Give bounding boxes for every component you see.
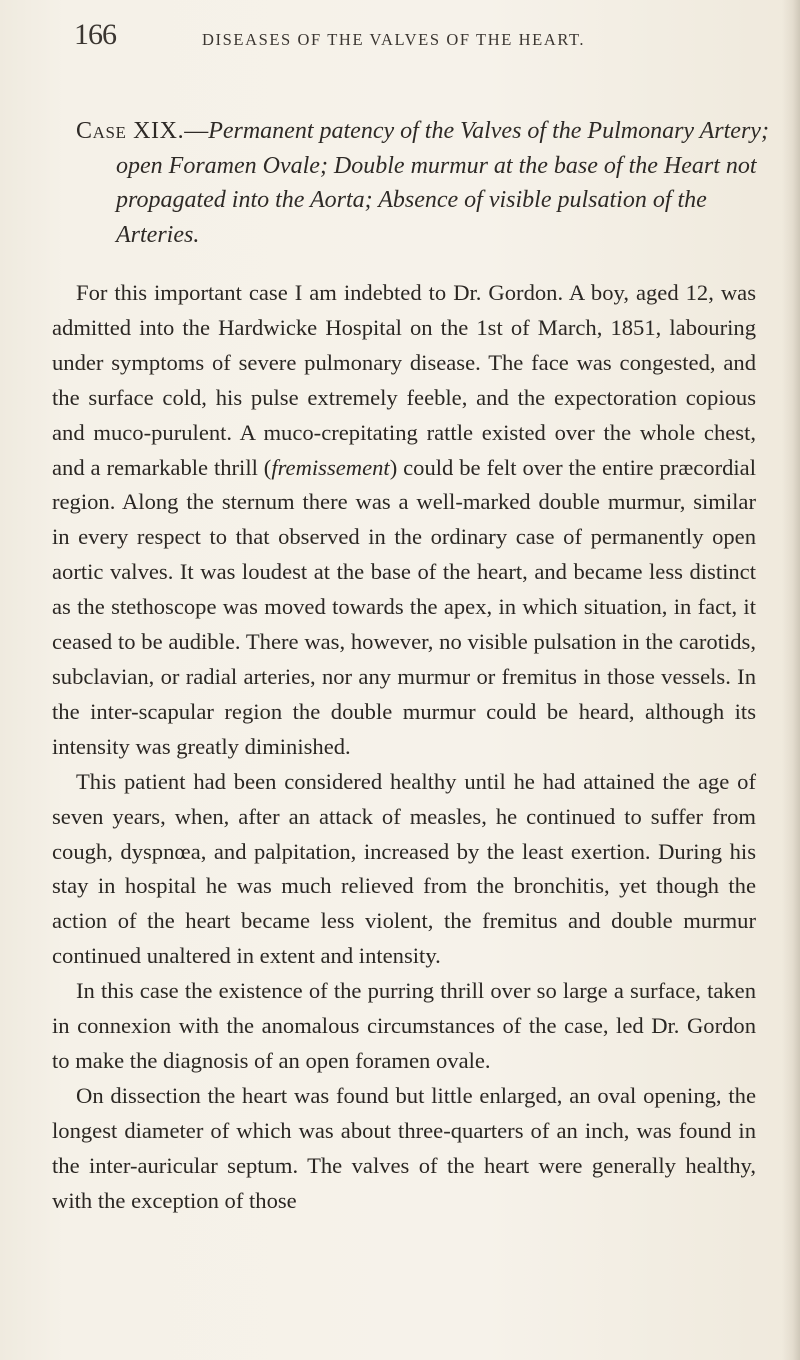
case-dash: — — [184, 118, 209, 144]
paragraph-4: On dissection the heart was found but little enlarged, an oval opening, the longest diameter of which was about three-quarters of an inch, was found in the inter-auricular septum. The valves of the heart were generally healthy, with the exception of those — [52, 1082, 756, 1213]
case-description: Permanent patency of the Valves of the Pulmonary Artery; open Foramen Ovale; Double murmur at the base of the Heart not propagated into the Aorta; Absence of visible pulsation of the Arteries. — [116, 118, 769, 248]
running-head: DISEASES OF THE VALVES OF THE HEART. — [202, 30, 586, 49]
paragraph-1-italic-term: fremissement — [271, 454, 390, 480]
paragraph-1 — [52, 276, 756, 765]
body-text — [52, 276, 756, 1218]
paragraph-1-part-2: ) could be felt over the entire præcordial region. Along the sternum there was a well-marked double murmur, similar in every respect to that observed in the ordinary case of permanently open aortic valves. It was loudest at the base of the heart, and became less distinct as the stethoscope was moved towards the apex, in which situation, in fact, it ceased to be audible. There was, however, no visible pulsation in the carotids, subclavian, or radial arteries, nor any murmur or fremitus in those vessels. In the inter-scapular region the double murmur could be heard, although its intensity was greatly diminished. — [52, 454, 756, 759]
page-number: 166 — [74, 18, 116, 51]
page-header — [74, 18, 734, 68]
case-heading — [76, 114, 792, 252]
paragraph-2: This patient had been considered healthy until he had attained the age of seven years, when, after an attack of measles, he continued to suffer from cough, dyspnœa, and palpitation, increased by the least exertion. During his stay in hospital he was much relieved from the bronchitis, yet though the action of the heart became less violent, the fremitus and double murmur continued unaltered in extent and intensity. — [52, 768, 756, 969]
case-label: Case XIX. — [76, 118, 185, 144]
paragraph-1-part-1: For this important case I am indebted to Dr. Gordon. A boy, aged 12, was admitted into the Hardwicke Hospital on the 1st of March, 1851, labouring under symptoms of severe pulmonary disease. The face was congested, and the surface cold, his pulse extremely feeble, and the expectoration copious and muco-purulent. A muco-crepitating rattle existed over the whole chest, and a remarkable thrill ( — [52, 280, 756, 480]
paragraph-3: In this case the existence of the purring thrill over so large a surface, taken in connexion with the anomalous circumstances of the case, led Dr. Gordon to make the diagnosis of an open foramen ovale. — [52, 978, 756, 1073]
